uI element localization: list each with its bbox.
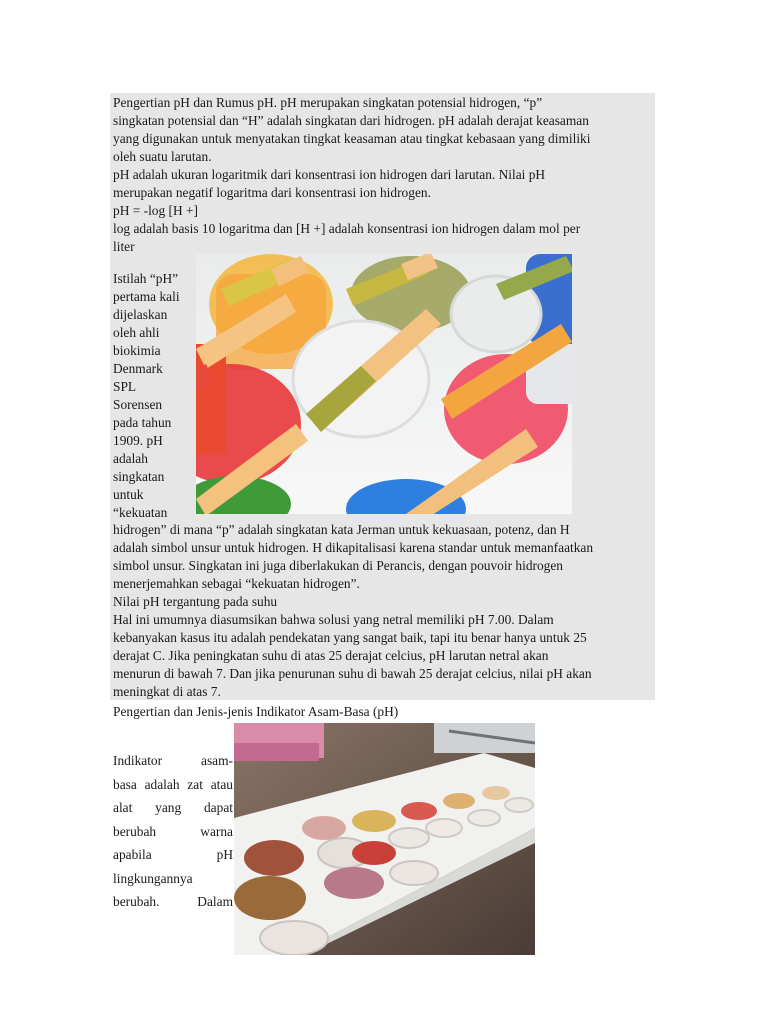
text-line: pH adalah ukuran logaritmik dari konsentrasi ion hidrogen dari larutan. Nilai pH — [113, 167, 546, 182]
text-line: apabila pH — [113, 847, 233, 862]
text-line: simbol unsur. Singkatan ini juga diberlakukan di Perancis, dengan pouvoir hidrogen — [113, 558, 563, 573]
text-line: liter — [113, 239, 135, 254]
text-line: biokimia — [113, 343, 161, 358]
text-line: pertama kali — [113, 289, 180, 304]
text-line: “kekuatan — [113, 505, 168, 520]
paragraph-ph-definition — [113, 94, 590, 256]
text-line: singkatan — [113, 469, 165, 484]
text-line: adalah simbol unsur untuk hidrogen. H dikapitalisasi karena standar untuk memanfaatkan — [113, 540, 594, 555]
text-line: lingkungannya — [113, 870, 193, 886]
text-line: Denmark — [113, 361, 163, 376]
text-line: yang digunakan untuk menyatakan tingkat keasaman atau tingkat kebasaan yang dimiliki — [113, 131, 591, 146]
paragraph-ph-temperature — [113, 521, 593, 701]
text-line: SPL — [113, 379, 137, 394]
text-line: basa adalah zat atau — [113, 776, 233, 792]
text-line: berubah warna — [113, 823, 233, 839]
subheading-line: Nilai pH tergantung pada suhu — [113, 594, 278, 609]
text-line: Istilah “pH” — [113, 271, 179, 286]
text-line: dijelaskan — [113, 307, 168, 322]
ph-strips-photo — [196, 254, 572, 514]
text-line: Indikator asam- — [113, 753, 233, 768]
text-line: pada tahun — [113, 415, 172, 430]
text-line: singkatan potensial dan “H” adalah singkatan dari hidrogen. pH adalah derajat keasaman — [113, 113, 589, 128]
text-line: kebanyakan kasus itu adalah pendekatan yang sangat baik, tapi itu benar hanya untuk 25 — [113, 630, 587, 645]
text-line: berubah. Dalam — [113, 894, 233, 909]
text-line: Hal ini umumnya diasumsikan bahwa solusi yang netral memiliki pH 7.00. Dalam — [113, 612, 554, 627]
text-line: meningkat di atas 7. — [113, 684, 221, 699]
text-line: menurun di bawah 7. Dan jika penurunan suhu di bawah 25 derajat celcius, nilai pH akan — [113, 666, 592, 681]
text-line: derajat C. Jika peningkatan suhu di atas 25 derajat celcius, pH larutan netral akan — [113, 648, 549, 663]
text-line: merupakan negatif logaritma dari konsentrasi ion hidrogen. — [113, 185, 431, 200]
spot-plate-photo — [234, 723, 535, 955]
text-line: alat yang dapat — [113, 800, 233, 815]
text-line: Pengertian pH dan Rumus pH. pH merupakan singkatan potensial hidrogen, “p” — [113, 95, 543, 110]
text-line: log adalah basis 10 logaritma dan [H +] adalah konsentrasi ion hidrogen dalam mol per — [113, 221, 581, 236]
text-line: hidrogen” di mana “p” adalah singkatan kata Jerman untuk kekuasaan, potenz, dan H — [113, 522, 570, 537]
text-line: untuk — [113, 487, 144, 502]
text-line: oleh ahli — [113, 325, 160, 340]
text-line: oleh suatu larutan. — [113, 149, 212, 164]
side-text-sorensen — [113, 270, 180, 522]
text-line: Sorensen — [113, 397, 163, 412]
formula-line: pH = -log [H +] — [113, 203, 199, 218]
side-text-indicator — [113, 749, 233, 914]
text-line: 1909. pH — [113, 433, 163, 448]
text-line: adalah — [113, 451, 148, 466]
text-line: menerjemahkan sebagai “kekuatan hidrogen”. — [113, 576, 360, 591]
section-heading-indicators: Pengertian dan Jenis-jenis Indikator Asam-Basa (pH) — [113, 704, 399, 719]
